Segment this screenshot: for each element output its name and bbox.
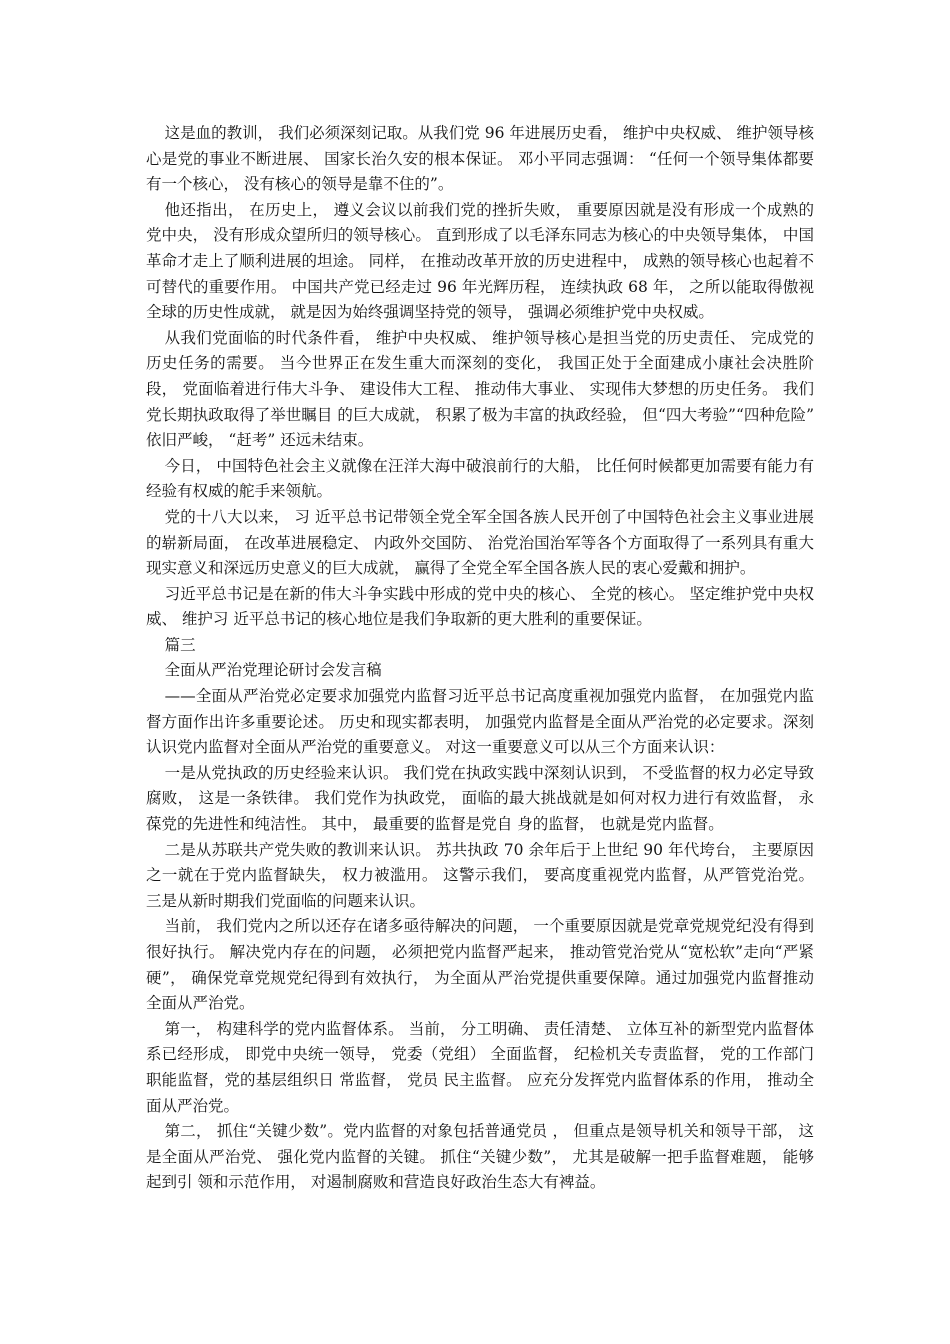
document-page <box>146 121 814 1196</box>
paragraph-point-1: 一是从党执政的历史经验来认识。 我们党在执政实践中深刻认识到， 不受监督的权力必定导致腐败， 这是一条铁律。 我们党作为执政党， 面临的最大挑战就是如何对权力进行有效监督， 永葆党的先进性和纯洁性。 其中， 最重要的监督是党自 身的监督， 也就是党内监督。 <box>146 763 814 834</box>
paragraph-second: 第二， 抓住“关键少数”。党内监督的对象包括普通党员 ， 但重点是领导机关和领导干部， 这是全面从严治党、 强化党内监督的关键。 抓住“关键少数”， 尤其是破解一把手监督难题， 能够起到引 领和示范作用， 对遏制腐败和营造良好政治生态大有裨益。 <box>146 1122 814 1192</box>
paragraph-6: 习近平总书记是在新的伟大斗争实践中形成的党中央的核心、 全党的核心。 坚定维护党中央权威、 维护习 近平总书记的核心地位是我们争取新的更大胜利的重要保证。 <box>146 584 814 629</box>
paragraph-4: 今日， 中国特色社会主义就像在汪洋大海中破浪前行的大船， 比任何时候都更加需要有能力有经验有权威的舵手来领航。 <box>146 456 814 501</box>
paragraph-point-2: 二是从苏联共产党失败的教训来认识。 苏共执政 70 余年后于上世纪 90 年代垮台， 主要原因之一就在于党内监督缺失， 权力被滥用。 这警示我们， 要高度重视党内监督，从严管党治党。 三是从新时期我们党面临的问题来认识。 <box>146 840 814 910</box>
section-heading: 篇三 <box>164 635 196 654</box>
paragraph-intro: ——全面从严治党必定要求加强党内监督习近平总书记高度重视加强党内监督， 在加强党内监督方面作出许多重要论述。 历史和现实都表明， 加强党内监督是全面从严治党的必定要求。深刻认识党内监督对全面从严治党的重要意义。 对这一重要意义可以从三个方面来认识： <box>146 687 814 757</box>
paragraph-first: 第一， 构建科学的党内监督体系。 当前， 分工明确、 责任清楚、 立体互补的新型党内监督体系已经形成， 即党中央统一领导， 党委（党组） 全面监督， 纪检机关专责监督， 党的工作部门职能监督，党的基层组织日 常监督， 党员 民主监督。 应充分发挥党内监督体系的作用， 推动全面从严治党。 <box>146 1019 814 1115</box>
paragraph-5: 党的十八大以来， 习 近平总书记带领全党全军全国各族人民开创了中国特色社会主义事业进展的崭新局面， 在改革进展稳定、 内政外交国防、 治党治国治军等各个方面取得了一系列具有重大现实意义和深远历史意义的巨大成就， 赢得了全党全军全国各族人民的衷心爱戴和拥护。 <box>146 507 814 578</box>
speech-title: 全面从严治党理论研讨会发言稿 <box>164 661 382 680</box>
paragraph-2: 他还指出， 在历史上， 遵义会议以前我们党的挫折失败， 重要原因就是没有形成一个成熟的党中央， 没有形成众望所归的领导核心。 直到形成了以毛泽东同志为核心的中央领导集体， 中国革命才走上了顺利进展的坦途。 同样， 在推动改革开放的历史进程中， 成熟的领导核心也起着不可替代的重要作用。 中国共产党已经走过 96 年光辉历程， 连续执政 68 年， 之所以能取得傲视全球的历史性成就， 就是因为始终强调坚持党的领导， 强调必须维护党中央权威。 <box>146 200 814 322</box>
paragraph-current: 当前， 我们党内之所以还存在诸多亟待解决的问题， 一个重要原因就是党章党规党纪没有得到很好执行。 解决党内存在的问题， 必须把党内监督严起来， 推动管党治党从“宽松软”走向“严紧硬”， 确保党章党规党纪得到有效执行， 为全面从严治党提供重要保障。通过加强党内监督推动全面从严治党。 <box>146 917 814 1013</box>
paragraph-3: 从我们党面临的时代条件看， 维护中央权威、 维护领导核心是担当党的历史责任、 完成党的历史任务的需要。 当今世界正在发生重大而深刻的变化， 我国正处于全面建成小康社会决胜阶段， 党面临着进行伟大斗争、 建设伟大工程、 推动伟大事业、 实现伟大梦想的历史任务。 我们党长期执政取得了举世瞩目 的巨大成就， 积累了极为丰富的执政经验， 但“四大考验”“四种危险” 依旧严峻， “赶考” 还远未结束。 <box>146 328 814 450</box>
paragraph-1: 这是血的教训， 我们必须深刻记取。从我们党 96 年进展历史看， 维护中央权威、 维护领导核心是党的事业不断进展、 国家长治久安的根本保证。 邓小平同志强调： “任何一个领导集体都要有一个核心， 没有核心的领导是靠不住的”。 <box>146 124 814 194</box>
